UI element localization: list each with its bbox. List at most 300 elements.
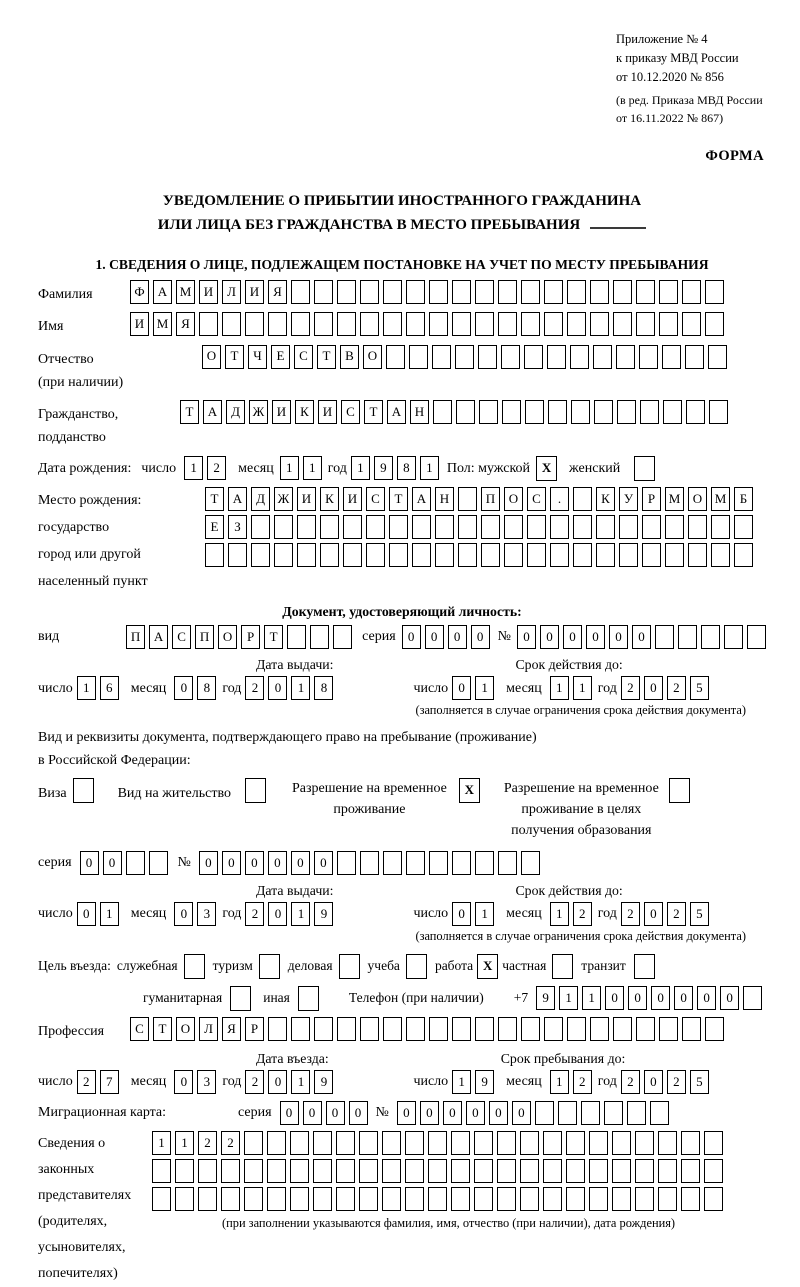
char-box[interactable]: Т — [180, 400, 199, 424]
char-box[interactable] — [678, 625, 697, 649]
char-box[interactable] — [634, 954, 655, 979]
char-box[interactable]: 1 — [550, 1070, 569, 1094]
char-box[interactable]: 2 — [221, 1131, 240, 1155]
char-box[interactable]: X — [459, 778, 480, 803]
char-box[interactable]: М — [176, 280, 195, 304]
char-box[interactable] — [566, 1131, 585, 1155]
char-box[interactable]: 1 — [559, 986, 578, 1010]
char-box[interactable]: И — [272, 400, 291, 424]
char-box[interactable] — [635, 1187, 654, 1211]
char-box[interactable]: М — [665, 487, 684, 511]
char-box[interactable] — [429, 312, 448, 336]
char-box[interactable]: 0 — [540, 625, 559, 649]
char-box[interactable] — [320, 543, 339, 567]
char-box[interactable]: 0 — [268, 851, 287, 875]
char-box[interactable] — [734, 515, 753, 539]
char-box[interactable] — [320, 515, 339, 539]
char-box[interactable]: 0 — [644, 902, 663, 926]
char-box[interactable] — [590, 280, 609, 304]
char-box[interactable] — [634, 456, 655, 481]
char-box[interactable] — [566, 1159, 585, 1183]
char-box[interactable]: Н — [410, 400, 429, 424]
char-box[interactable] — [497, 1187, 516, 1211]
char-box[interactable]: 0 — [268, 1070, 287, 1094]
char-box[interactable] — [73, 778, 94, 803]
char-box[interactable]: И — [130, 312, 149, 336]
char-box[interactable] — [596, 515, 615, 539]
char-box[interactable] — [567, 312, 586, 336]
char-box[interactable] — [405, 1131, 424, 1155]
char-box[interactable] — [566, 1187, 585, 1211]
char-box[interactable]: 9 — [536, 986, 555, 1010]
char-box[interactable] — [297, 543, 316, 567]
char-box[interactable] — [382, 1131, 401, 1155]
char-box[interactable] — [525, 400, 544, 424]
char-box[interactable] — [360, 1017, 379, 1041]
char-box[interactable]: 2 — [245, 1070, 264, 1094]
char-box[interactable] — [604, 1101, 623, 1125]
char-box[interactable] — [406, 851, 425, 875]
char-box[interactable]: 8 — [197, 676, 216, 700]
char-box[interactable]: 1 — [303, 456, 322, 480]
char-box[interactable] — [573, 487, 592, 511]
char-box[interactable] — [451, 1187, 470, 1211]
char-box[interactable]: 6 — [100, 676, 119, 700]
char-box[interactable]: 0 — [651, 986, 670, 1010]
char-box[interactable]: 2 — [667, 1070, 686, 1094]
char-box[interactable] — [570, 345, 589, 369]
char-box[interactable]: Д — [251, 487, 270, 511]
char-box[interactable]: Т — [317, 345, 336, 369]
char-box[interactable] — [433, 400, 452, 424]
char-box[interactable] — [406, 1017, 425, 1041]
char-box[interactable]: 1 — [475, 902, 494, 926]
char-box[interactable] — [458, 487, 477, 511]
char-box[interactable]: 0 — [632, 625, 651, 649]
char-box[interactable]: 5 — [690, 902, 709, 926]
char-box[interactable]: 2 — [77, 1070, 96, 1094]
char-box[interactable] — [521, 280, 540, 304]
char-box[interactable] — [571, 400, 590, 424]
char-box[interactable] — [452, 1017, 471, 1041]
char-box[interactable] — [383, 1017, 402, 1041]
char-box[interactable]: 0 — [420, 1101, 439, 1125]
char-box[interactable]: 0 — [397, 1101, 416, 1125]
char-box[interactable] — [336, 1131, 355, 1155]
char-box[interactable] — [688, 515, 707, 539]
char-box[interactable] — [336, 1159, 355, 1183]
char-box[interactable]: 0 — [314, 851, 333, 875]
char-box[interactable]: 2 — [621, 1070, 640, 1094]
char-box[interactable] — [297, 515, 316, 539]
char-box[interactable] — [535, 1101, 554, 1125]
char-box[interactable] — [589, 1187, 608, 1211]
char-box[interactable] — [428, 1131, 447, 1155]
char-box[interactable] — [547, 345, 566, 369]
char-box[interactable] — [669, 778, 690, 803]
char-box[interactable]: 0 — [628, 986, 647, 1010]
char-box[interactable]: Б — [734, 487, 753, 511]
char-box[interactable] — [360, 280, 379, 304]
char-box[interactable] — [593, 345, 612, 369]
char-box[interactable] — [274, 543, 293, 567]
char-box[interactable] — [366, 515, 385, 539]
char-box[interactable]: 0 — [303, 1101, 322, 1125]
char-box[interactable]: Е — [205, 515, 224, 539]
char-box[interactable] — [290, 1159, 309, 1183]
char-box[interactable] — [596, 543, 615, 567]
char-box[interactable]: 0 — [291, 851, 310, 875]
char-box[interactable] — [337, 851, 356, 875]
char-box[interactable] — [337, 280, 356, 304]
char-box[interactable]: Т — [364, 400, 383, 424]
char-box[interactable] — [478, 345, 497, 369]
char-box[interactable]: Ж — [274, 487, 293, 511]
char-box[interactable]: О — [218, 625, 237, 649]
char-box[interactable]: 1 — [100, 902, 119, 926]
char-box[interactable] — [452, 851, 471, 875]
char-box[interactable] — [704, 1159, 723, 1183]
char-box[interactable] — [228, 543, 247, 567]
char-box[interactable]: К — [320, 487, 339, 511]
char-box[interactable] — [274, 515, 293, 539]
char-box[interactable] — [149, 851, 168, 875]
char-box[interactable]: 0 — [609, 625, 628, 649]
char-box[interactable] — [497, 1159, 516, 1183]
char-box[interactable]: 9 — [374, 456, 393, 480]
char-box[interactable] — [336, 1187, 355, 1211]
char-box[interactable] — [267, 1159, 286, 1183]
char-box[interactable] — [456, 400, 475, 424]
char-box[interactable] — [360, 312, 379, 336]
char-box[interactable] — [650, 1101, 669, 1125]
char-box[interactable] — [291, 1017, 310, 1041]
char-box[interactable] — [543, 1159, 562, 1183]
char-box[interactable]: 0 — [174, 676, 193, 700]
char-box[interactable]: 7 — [100, 1070, 119, 1094]
char-box[interactable] — [655, 625, 674, 649]
char-box[interactable]: С — [366, 487, 385, 511]
char-box[interactable] — [617, 400, 636, 424]
char-box[interactable]: Т — [389, 487, 408, 511]
char-box[interactable]: О — [202, 345, 221, 369]
char-box[interactable] — [573, 543, 592, 567]
char-box[interactable] — [636, 312, 655, 336]
char-box[interactable] — [474, 1187, 493, 1211]
char-box[interactable] — [581, 1101, 600, 1125]
char-box[interactable] — [474, 1131, 493, 1155]
char-box[interactable]: 8 — [397, 456, 416, 480]
char-box[interactable] — [406, 280, 425, 304]
char-box[interactable] — [527, 543, 546, 567]
char-box[interactable] — [688, 543, 707, 567]
char-box[interactable] — [475, 312, 494, 336]
char-box[interactable]: 1 — [573, 676, 592, 700]
char-box[interactable] — [658, 1131, 677, 1155]
char-box[interactable] — [245, 312, 264, 336]
char-box[interactable] — [405, 1187, 424, 1211]
char-box[interactable]: 0 — [452, 902, 471, 926]
char-box[interactable] — [635, 1131, 654, 1155]
char-box[interactable] — [544, 1017, 563, 1041]
char-box[interactable] — [681, 1159, 700, 1183]
char-box[interactable] — [521, 1017, 540, 1041]
char-box[interactable] — [382, 1159, 401, 1183]
char-box[interactable] — [481, 515, 500, 539]
char-box[interactable] — [291, 312, 310, 336]
char-box[interactable]: 5 — [690, 676, 709, 700]
char-box[interactable] — [259, 954, 280, 979]
char-box[interactable]: 0 — [402, 625, 421, 649]
char-box[interactable] — [337, 312, 356, 336]
char-box[interactable] — [475, 280, 494, 304]
char-box[interactable] — [412, 515, 431, 539]
char-box[interactable]: 5 — [690, 1070, 709, 1094]
char-box[interactable]: 9 — [314, 902, 333, 926]
char-box[interactable]: 1 — [351, 456, 370, 480]
char-box[interactable] — [267, 1187, 286, 1211]
char-box[interactable]: Ч — [248, 345, 267, 369]
char-box[interactable] — [383, 312, 402, 336]
char-box[interactable]: 2 — [198, 1131, 217, 1155]
char-box[interactable]: 3 — [197, 902, 216, 926]
char-box[interactable] — [313, 1187, 332, 1211]
char-box[interactable]: 2 — [667, 902, 686, 926]
char-box[interactable] — [359, 1131, 378, 1155]
char-box[interactable] — [435, 515, 454, 539]
char-box[interactable]: С — [341, 400, 360, 424]
char-box[interactable]: 0 — [512, 1101, 531, 1125]
char-box[interactable]: И — [297, 487, 316, 511]
char-box[interactable] — [359, 1159, 378, 1183]
char-box[interactable] — [642, 543, 661, 567]
char-box[interactable]: А — [387, 400, 406, 424]
char-box[interactable] — [552, 954, 573, 979]
char-box[interactable]: 0 — [448, 625, 467, 649]
char-box[interactable] — [291, 280, 310, 304]
char-box[interactable] — [268, 312, 287, 336]
char-box[interactable] — [458, 543, 477, 567]
char-box[interactable] — [175, 1187, 194, 1211]
char-box[interactable] — [659, 1017, 678, 1041]
char-box[interactable]: А — [149, 625, 168, 649]
char-box[interactable]: 2 — [573, 902, 592, 926]
char-box[interactable] — [635, 1159, 654, 1183]
char-box[interactable]: 1 — [475, 676, 494, 700]
char-box[interactable] — [429, 1017, 448, 1041]
char-box[interactable]: А — [412, 487, 431, 511]
char-box[interactable] — [682, 1017, 701, 1041]
char-box[interactable]: 1 — [291, 1070, 310, 1094]
char-box[interactable] — [665, 543, 684, 567]
char-box[interactable]: П — [126, 625, 145, 649]
char-box[interactable]: 8 — [314, 676, 333, 700]
char-box[interactable]: Д — [226, 400, 245, 424]
char-box[interactable] — [432, 345, 451, 369]
char-box[interactable] — [573, 515, 592, 539]
char-box[interactable]: А — [228, 487, 247, 511]
char-box[interactable] — [366, 543, 385, 567]
char-box[interactable] — [389, 515, 408, 539]
char-box[interactable]: В — [340, 345, 359, 369]
char-box[interactable]: О — [688, 487, 707, 511]
char-box[interactable] — [451, 1131, 470, 1155]
char-box[interactable] — [313, 1159, 332, 1183]
char-box[interactable] — [639, 345, 658, 369]
char-box[interactable] — [175, 1159, 194, 1183]
char-box[interactable]: Ф — [130, 280, 149, 304]
char-box[interactable]: К — [295, 400, 314, 424]
char-box[interactable] — [504, 543, 523, 567]
char-box[interactable]: 1 — [550, 902, 569, 926]
char-box[interactable]: 0 — [443, 1101, 462, 1125]
char-box[interactable] — [567, 1017, 586, 1041]
char-box[interactable] — [636, 1017, 655, 1041]
char-box[interactable]: С — [527, 487, 546, 511]
char-box[interactable]: Л — [222, 280, 241, 304]
char-box[interactable] — [520, 1131, 539, 1155]
char-box[interactable] — [314, 280, 333, 304]
char-box[interactable] — [429, 851, 448, 875]
char-box[interactable] — [314, 312, 333, 336]
char-box[interactable] — [681, 1187, 700, 1211]
char-box[interactable] — [198, 1159, 217, 1183]
char-box[interactable] — [268, 1017, 287, 1041]
char-box[interactable] — [613, 312, 632, 336]
char-box[interactable] — [616, 345, 635, 369]
char-box[interactable]: 2 — [245, 902, 264, 926]
char-box[interactable] — [711, 515, 730, 539]
char-box[interactable]: О — [176, 1017, 195, 1041]
char-box[interactable]: Ж — [249, 400, 268, 424]
char-box[interactable] — [590, 312, 609, 336]
char-box[interactable]: 2 — [667, 676, 686, 700]
char-box[interactable] — [333, 625, 352, 649]
char-box[interactable] — [550, 515, 569, 539]
char-box[interactable] — [543, 1131, 562, 1155]
char-box[interactable] — [287, 625, 306, 649]
char-box[interactable]: 1 — [175, 1131, 194, 1155]
char-box[interactable] — [520, 1159, 539, 1183]
char-box[interactable] — [681, 1131, 700, 1155]
char-box[interactable]: 0 — [674, 986, 693, 1010]
char-box[interactable]: 0 — [245, 851, 264, 875]
char-box[interactable]: 0 — [280, 1101, 299, 1125]
char-box[interactable]: Р — [642, 487, 661, 511]
char-box[interactable]: 1 — [152, 1131, 171, 1155]
char-box[interactable]: О — [363, 345, 382, 369]
char-box[interactable] — [428, 1187, 447, 1211]
char-box[interactable] — [704, 1131, 723, 1155]
char-box[interactable] — [612, 1159, 631, 1183]
char-box[interactable]: 0 — [586, 625, 605, 649]
char-box[interactable]: X — [536, 456, 557, 481]
char-box[interactable] — [360, 851, 379, 875]
char-box[interactable]: З — [228, 515, 247, 539]
char-box[interactable]: 0 — [349, 1101, 368, 1125]
char-box[interactable]: Т — [264, 625, 283, 649]
char-box[interactable] — [389, 543, 408, 567]
char-box[interactable] — [429, 280, 448, 304]
char-box[interactable] — [221, 1187, 240, 1211]
char-box[interactable] — [659, 280, 678, 304]
char-box[interactable]: Т — [153, 1017, 172, 1041]
char-box[interactable]: Н — [435, 487, 454, 511]
char-box[interactable] — [705, 280, 724, 304]
char-box[interactable] — [708, 345, 727, 369]
char-box[interactable] — [743, 986, 762, 1010]
char-box[interactable] — [479, 400, 498, 424]
char-box[interactable] — [636, 280, 655, 304]
char-box[interactable] — [383, 851, 402, 875]
char-box[interactable] — [619, 543, 638, 567]
char-box[interactable] — [504, 515, 523, 539]
char-box[interactable] — [337, 1017, 356, 1041]
char-box[interactable]: 0 — [268, 676, 287, 700]
char-box[interactable] — [230, 986, 251, 1011]
char-box[interactable]: 0 — [174, 902, 193, 926]
char-box[interactable]: 2 — [245, 676, 264, 700]
char-box[interactable]: 1 — [550, 676, 569, 700]
char-box[interactable]: 0 — [222, 851, 241, 875]
char-box[interactable]: 1 — [291, 676, 310, 700]
char-box[interactable] — [498, 280, 517, 304]
char-box[interactable]: К — [596, 487, 615, 511]
char-box[interactable]: 1 — [291, 902, 310, 926]
char-box[interactable] — [221, 1159, 240, 1183]
char-box[interactable] — [663, 400, 682, 424]
char-box[interactable] — [640, 400, 659, 424]
char-box[interactable] — [747, 625, 766, 649]
char-box[interactable]: 1 — [77, 676, 96, 700]
char-box[interactable] — [222, 312, 241, 336]
char-box[interactable] — [627, 1101, 646, 1125]
char-box[interactable] — [520, 1187, 539, 1211]
char-box[interactable] — [359, 1187, 378, 1211]
char-box[interactable]: 1 — [184, 456, 203, 480]
char-box[interactable] — [406, 312, 425, 336]
char-box[interactable] — [704, 1187, 723, 1211]
char-box[interactable] — [435, 543, 454, 567]
char-box[interactable]: 0 — [425, 625, 444, 649]
char-box[interactable] — [386, 345, 405, 369]
char-box[interactable]: П — [195, 625, 214, 649]
char-box[interactable] — [521, 851, 540, 875]
char-box[interactable] — [734, 543, 753, 567]
char-box[interactable] — [524, 345, 543, 369]
char-box[interactable]: 2 — [621, 676, 640, 700]
char-box[interactable] — [428, 1159, 447, 1183]
char-box[interactable] — [458, 515, 477, 539]
char-box[interactable] — [409, 345, 428, 369]
char-box[interactable] — [612, 1131, 631, 1155]
char-box[interactable]: 9 — [314, 1070, 333, 1094]
char-box[interactable] — [498, 851, 517, 875]
char-box[interactable]: Е — [271, 345, 290, 369]
char-box[interactable]: Р — [245, 1017, 264, 1041]
char-box[interactable]: А — [203, 400, 222, 424]
char-box[interactable]: Я — [176, 312, 195, 336]
char-box[interactable] — [251, 543, 270, 567]
char-box[interactable]: С — [172, 625, 191, 649]
char-box[interactable] — [658, 1187, 677, 1211]
char-box[interactable]: 0 — [720, 986, 739, 1010]
char-box[interactable]: Я — [268, 280, 287, 304]
char-box[interactable] — [475, 1017, 494, 1041]
char-box[interactable]: 2 — [207, 456, 226, 480]
char-box[interactable] — [126, 851, 145, 875]
char-box[interactable]: И — [199, 280, 218, 304]
